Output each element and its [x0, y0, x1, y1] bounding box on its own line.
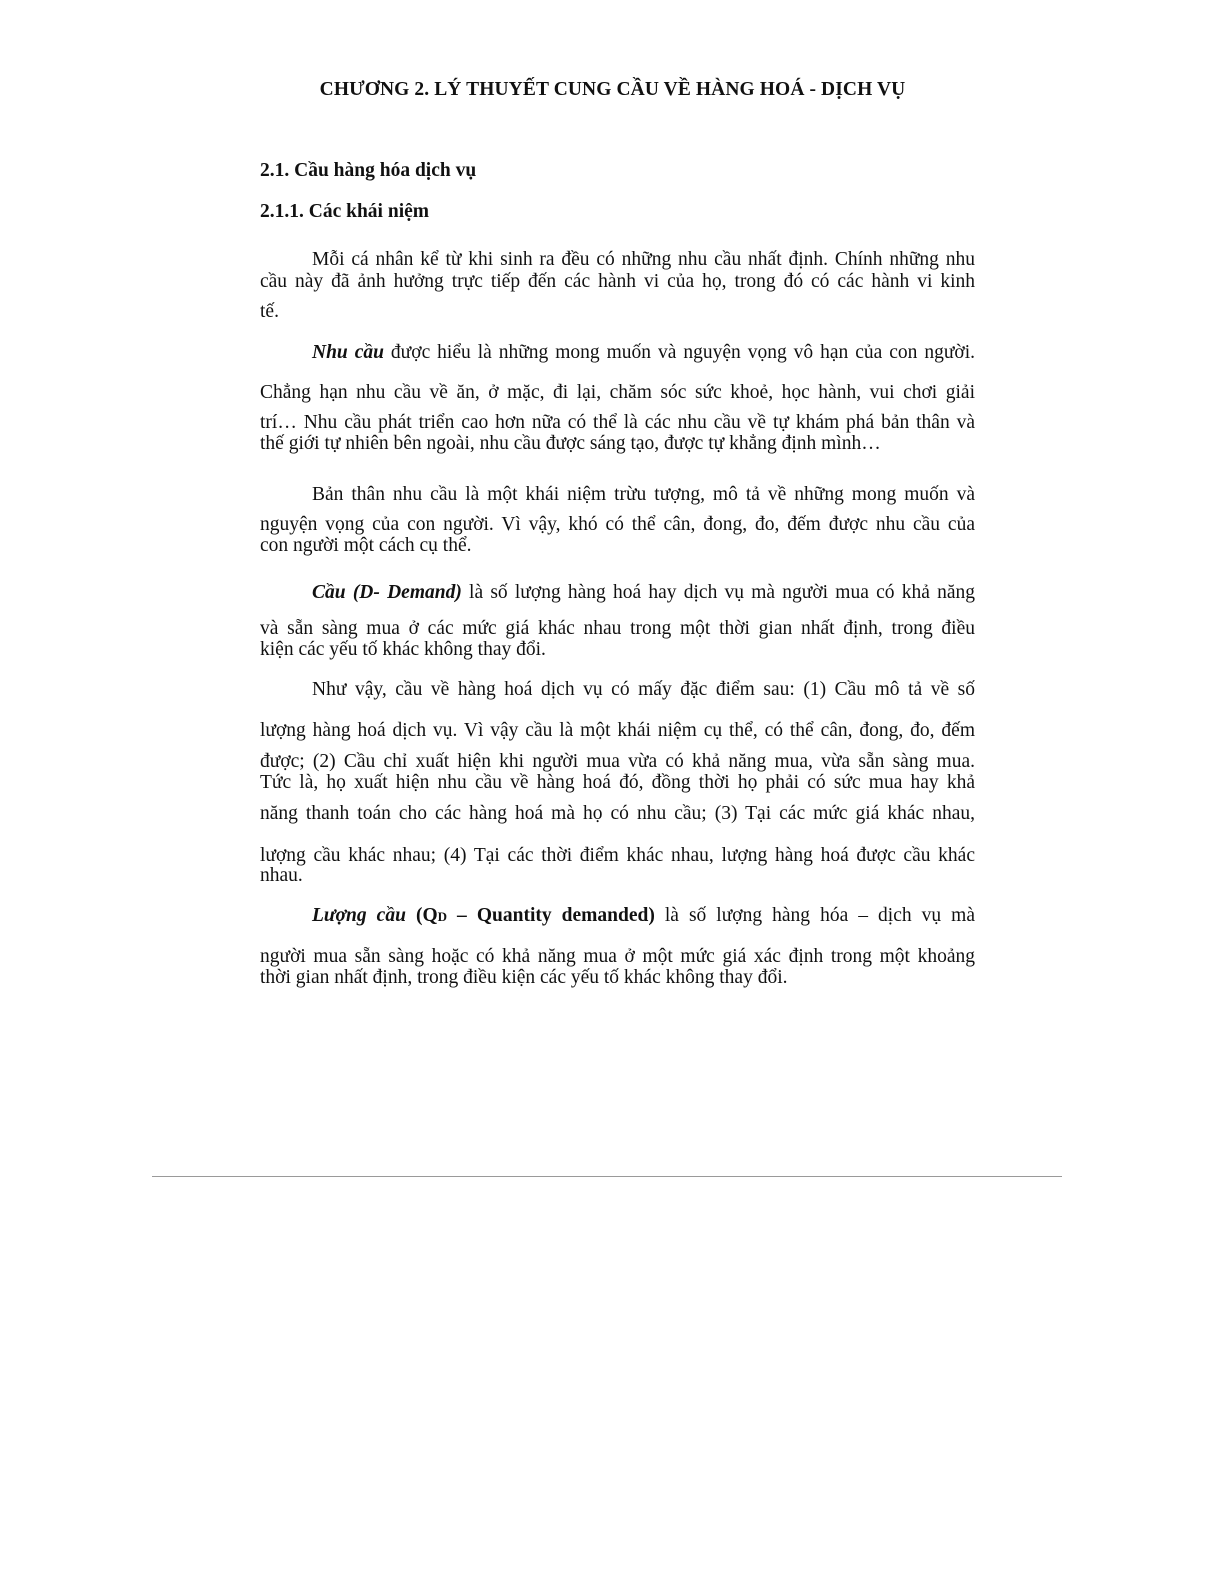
paragraph-abstract: [260, 484, 975, 557]
paragraph-line-rest: được hiểu là những mong muốn và nguyện vọng vô hạn của con người.: [383, 342, 975, 363]
paragraph-line-rest: là số lượng hàng hoá hay dịch vụ mà người mua có khả năng: [461, 582, 975, 603]
term-nhu-cau: Nhu cầu: [312, 342, 384, 363]
paragraph-line: lượng cầu khác nhau; (4) Tại các thời điểm khác nhau, lượng hàng hoá được cầu khác: [260, 845, 975, 866]
paragraph-line: [260, 582, 975, 618]
paragraph-line: [260, 905, 975, 946]
paragraph-line: cầu này đã ảnh hưởng trực tiếp đến các hành vi của họ, trong đó có các hành vi kinh: [260, 271, 975, 292]
paragraph-line: Tức là, họ xuất hiện nhu cầu về hàng hoá đó, đồng thời họ phải có sức mua hay khả: [260, 772, 975, 793]
paragraph-line: lượng hàng hoá dịch vụ. Vì vậy cầu là một khái niệm cụ thể, có thể cân, đong, đo, đếm: [260, 720, 975, 741]
paragraph-demand: [260, 582, 975, 661]
subsection-heading: 2.1.1. Các khái niệm: [260, 201, 430, 222]
paragraph-characteristics: [260, 679, 975, 887]
paragraph-line: Như vậy, cầu về hàng hoá dịch vụ có mấy đặc điểm sau: (1) Cầu mô tả về số: [312, 679, 975, 700]
paragraph-line: được; (2) Cầu chỉ xuất hiện khi người mua vừa có khả năng mua, vừa sẵn sàng mua.: [260, 751, 975, 772]
paragraph-line: người mua sẵn sàng hoặc có khả năng mua ở một mức giá xác định trong một khoảng: [260, 946, 975, 967]
paragraph-line: Chẳng hạn nhu cầu về ăn, ở mặc, đi lại, chăm sóc sức khoẻ, học hành, vui chơi giải: [260, 382, 975, 403]
paragraph-intro: [260, 249, 975, 323]
paragraph-line: thế giới tự nhiên bên ngoài, nhu cầu được sáng tạo, được tự khẳng định mình…: [260, 433, 881, 454]
page-footer-divider: [152, 1176, 1062, 1177]
term-cau-demand: Cầu (D- Demand): [312, 582, 462, 603]
term-luong-cau: Lượng cầu: [312, 905, 406, 926]
paragraph-line: thời gian nhất định, trong điều kiện các yếu tố khác không thay đổi.: [260, 967, 788, 988]
section-heading: 2.1. Cầu hàng hóa dịch vụ: [260, 160, 477, 181]
term-q-subscript: D: [437, 909, 448, 924]
paragraph-line: trí… Nhu cầu phát triển cao hơn nữa có thể là các nhu cầu về tự khám phá bản thân và: [260, 412, 975, 433]
paragraph-line: tế.: [260, 301, 279, 322]
paragraph-line-rest: là số lượng hàng hóa – dịch vụ mà: [654, 905, 975, 926]
paragraph-line: và sẵn sàng mua ở các mức giá khác nhau trong một thời gian nhất định, trong điều: [260, 618, 975, 639]
paragraph-quantity-demanded: [260, 905, 975, 989]
paragraph-line: Mỗi cá nhân kể từ khi sinh ra đều có những nhu cầu nhất định. Chính những nhu: [312, 249, 975, 270]
paragraph-line: nguyện vọng của con người. Vì vậy, khó có thể cân, đong, đo, đếm được nhu cầu của: [260, 514, 975, 535]
term-quantity-demanded: – Quantity demanded): [447, 905, 655, 926]
paragraph-line: kiện các yếu tố khác không thay đổi.: [260, 639, 546, 660]
page-title: CHƯƠNG 2. LÝ THUYẾT CUNG CẦU VỀ HÀNG HOÁ - DỊCH VỤ: [319, 79, 906, 100]
paragraph-needs: [260, 342, 975, 455]
paragraph-line: Bản thân nhu cầu là một khái niệm trừu tượng, mô tả về những mong muốn và: [312, 484, 975, 505]
paragraph-line: con người một cách cụ thể.: [260, 535, 472, 556]
paragraph-line: năng thanh toán cho các hàng hoá mà họ có nhu cầu; (3) Tại các mức giá khác nhau,: [260, 803, 975, 824]
term-q-symbol: (Q: [405, 905, 438, 926]
paragraph-line: nhau.: [260, 865, 303, 886]
paragraph-line: [260, 342, 975, 382]
